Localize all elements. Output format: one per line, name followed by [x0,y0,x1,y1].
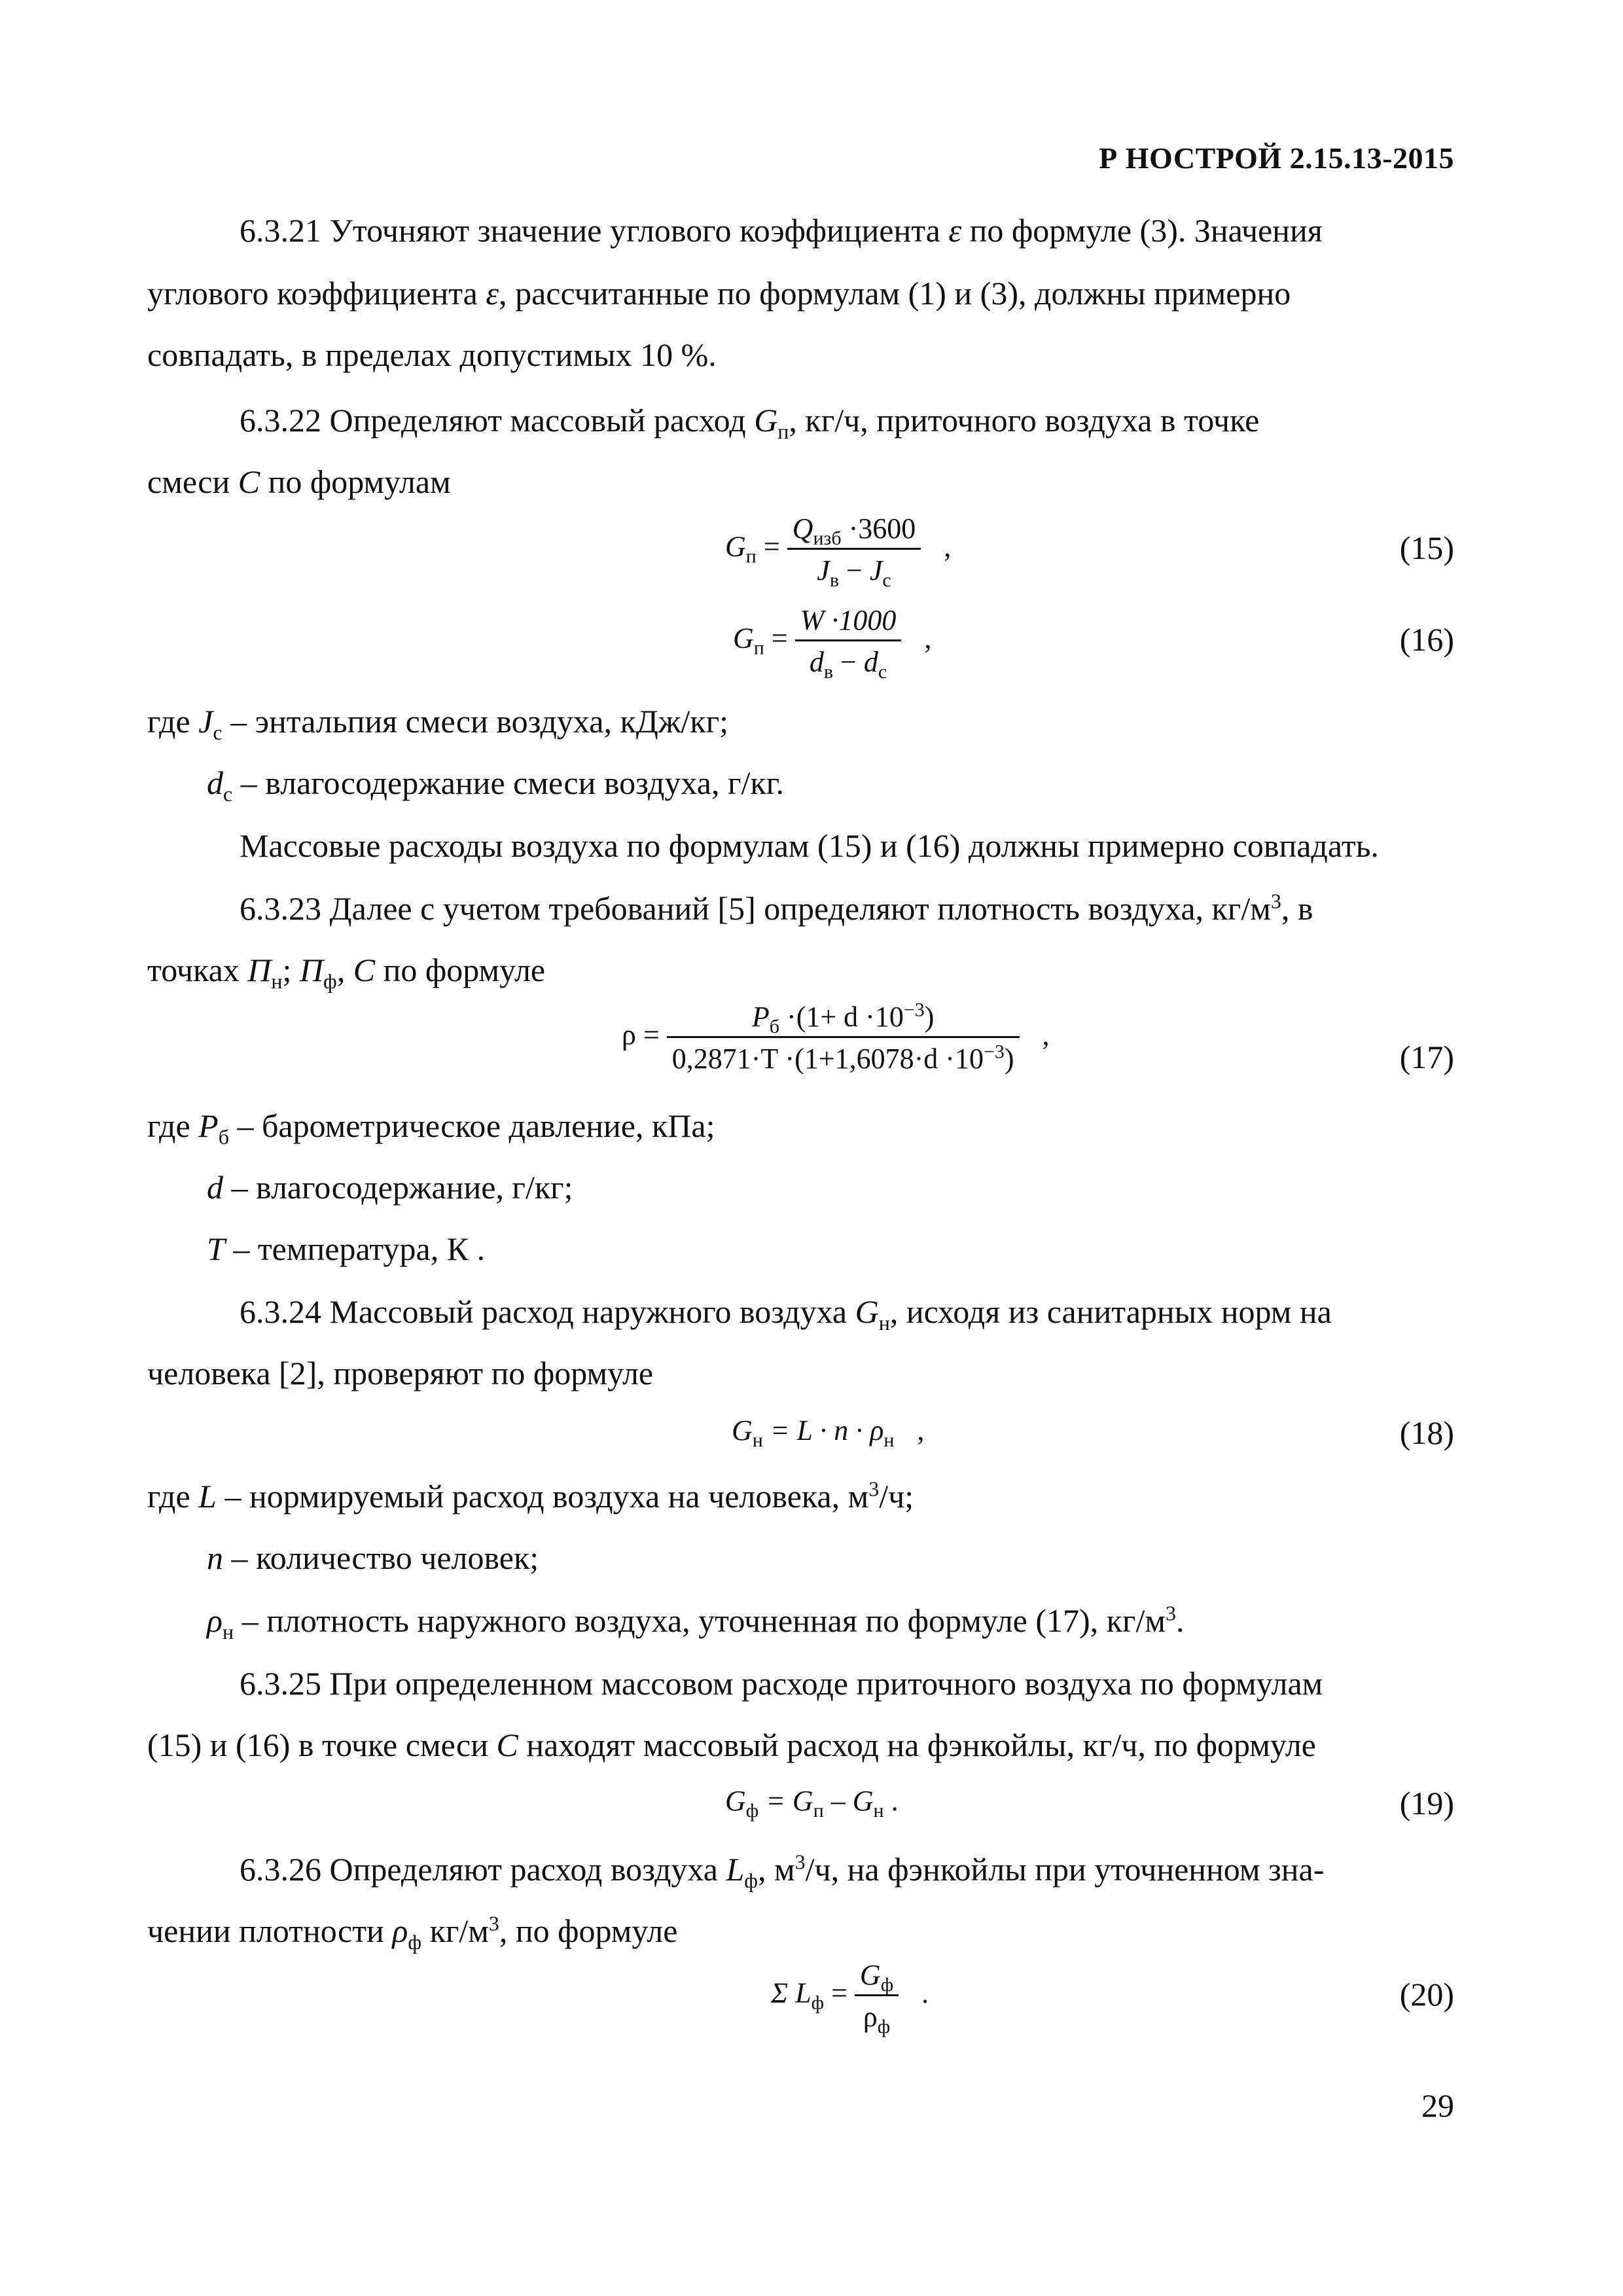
definition-L: где L – нормируемый расход воздуха на человека, $м^3/ч$; [147,1477,914,1515]
definition-J-c: где $J_с$ – энтальпия смеси воздуха, кДж/кг; [147,703,728,744]
equation-number-18: (18) [1399,1414,1454,1451]
paragraph-6-3-21-line-3: совпадать, в пределах допустимых 10 %. [147,336,717,373]
definition-P-b: где $P_б$ – барометрическое давление, кПа; [147,1107,715,1149]
paragraph-mass-flows: Массовые расходы воздуха по формулам (15) и (16) должны примерно совпадать. [240,827,1379,864]
formula-17-fraction: $\frac{P_б \cdot(1+ d \cdot 10^{-3})}{0,2871\cdot T \cdot(1+1,6078\cdot d \cdot 10^{-3})}$ [667,1000,1020,1075]
paragraph-6-3-25-line-2: (15) и (16) в точке смеси C находят массовый расход на фэнкойлы, кг/ч, по формуле [147,1727,1316,1763]
definition-T: T – температура, К . [207,1230,486,1267]
paragraph-6-3-24-line-1: 6.3.24 Массовый расход наружного воздуха $G_н$, исходя из санитарных норм на [240,1293,1332,1335]
paragraph-6-3-23-line-1: 6.3.23 Далее с учетом требований [5] определяют плотность воздуха, $кг/м^3$, в [240,889,1313,927]
formula-17: ρ = $\frac{P_б \cdot(1+ d \cdot 10^{-3})}{0,2871\cdot T \cdot(1+1,6078\cdot d \cdot 10^{-3})}$ , [622,999,1050,1075]
equation-number-19: (19) [1399,1785,1454,1821]
paragraph-6-3-21-line-1: 6.3.21 Уточняют значение углового коэффициента ε по формуле (3). Значения [240,212,1323,249]
formula-16: $G_п$ = $\frac{W \cdot 1000}{d_в - d_с}$ , [733,604,932,683]
paragraph-6-3-26-line-1: 6.3.26 Определяют расход воздуха $L_ф$, $м^3/ч$, на фэнкойлы при уточненном зна- [240,1850,1325,1892]
equation-number-16: (16) [1399,621,1454,658]
paragraph-6-3-22-line-2: смеси C по формулам [147,463,451,500]
formula-18: $G_н = L \cdot n \cdot \rho_н$ , [732,1414,925,1451]
paragraph-6-3-24-line-2: человека [2], проверяют по формуле [147,1355,654,1391]
definition-d: d – влагосодержание, г/кг; [207,1169,573,1206]
paragraph-6-3-22-line-1: 6.3.22 Определяют массовый расход $G_п$, кг/ч, приточного воздуха в точке [240,402,1260,443]
paragraph-6-3-21-line-2: углового коэффициента ε, рассчитанные по формулам (1) и (3), должны примерно [147,275,1291,312]
equation-number-17: (17) [1399,1039,1454,1075]
formula-19: $G_ф = G_п - G_н$ . [725,1785,899,1821]
formula-15: $G_п$ = $\frac{Q_{изб} \cdot 3600}{J_в - J_с}$ , [725,512,952,591]
equation-number-15: (15) [1399,529,1454,566]
paragraph-6-3-26-line-2: чении плотности $\rho_ф$ $кг/м^3$, по формуле [147,1911,678,1954]
definition-d-c: $d_с$ – влагосодержание смеси воздуха, г/кг. [207,764,785,806]
paragraph-6-3-23-line-2: точках $П_н$; $П_ф$, C по формуле [147,952,546,993]
page-number: 29 [1421,2087,1454,2124]
document-header: Р НОСТРОЙ 2.15.13-2015 [1099,141,1454,175]
definition-rho-n: $\rho_н$ – плотность наружного воздуха, уточненная по формуле (17), $кг/м^3$. [207,1601,1185,1643]
paragraph-6-3-25-line-1: 6.3.25 При определенном массовом расходе приточного воздуха по формулам [240,1665,1323,1702]
formula-16-fraction: $\frac{W \cdot 1000}{d_в - d_с}$ [795,603,902,679]
equation-number-20: (20) [1399,1976,1454,2013]
formula-20: Σ $L_ф$ = $\frac{G_ф}{\rho_ф}$ . [771,1959,929,2037]
definition-n: n – количество человек; [207,1539,539,1576]
formula-15-fraction: $\frac{Q_{изб} \cdot 3600}{J_в - J_с}$ [787,512,921,587]
formula-20-fraction: $\frac{G_ф}{\rho_ф}$ [855,1958,899,2034]
